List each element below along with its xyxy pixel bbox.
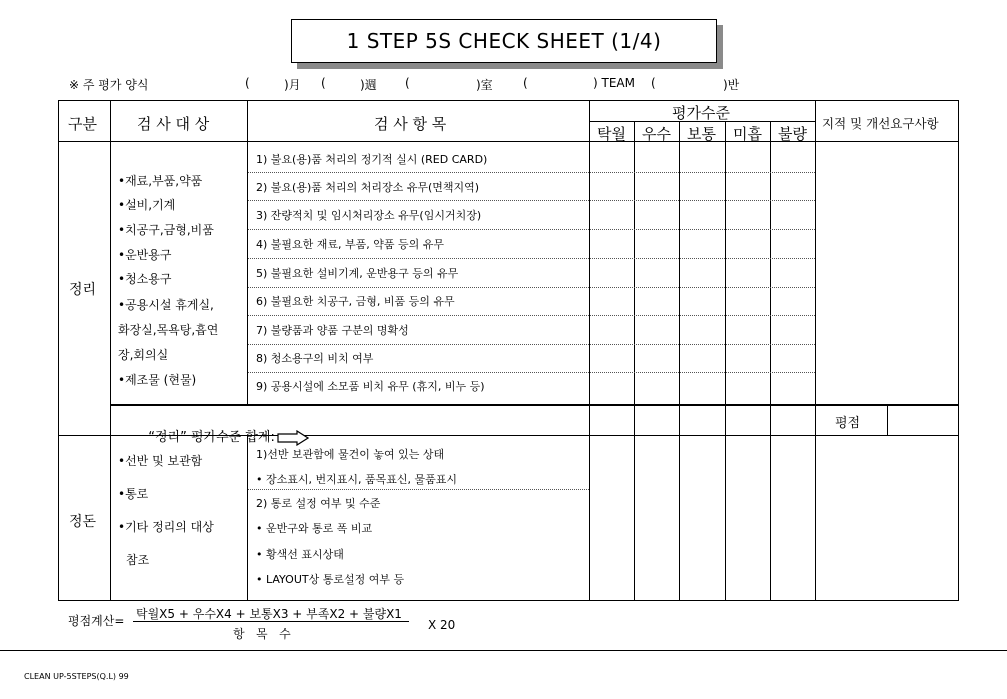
check-item: 6) 불필요한 치공구, 금형, 비품 등의 유무 bbox=[256, 295, 455, 308]
team-open-paren: ( bbox=[523, 76, 528, 90]
footer-text: CLEAN UP-5STEPS(Q.L) 99 bbox=[24, 672, 129, 681]
target-item: 장,회의실 bbox=[118, 348, 169, 362]
check-item: • 황색선 표시상태 bbox=[256, 548, 344, 561]
level-poor: 불량 bbox=[778, 125, 807, 143]
check-item: • 운반구와 통로 폭 비교 bbox=[256, 522, 373, 535]
total-label: “정리” 평가수준 합계: bbox=[148, 430, 275, 445]
room-open-paren: ( bbox=[405, 76, 410, 90]
fraction-bar bbox=[133, 621, 409, 622]
header-remarks: 지적 및 개선요구사항 bbox=[822, 116, 939, 131]
level-good: 우수 bbox=[642, 125, 671, 143]
target-item: •통로 bbox=[118, 487, 149, 501]
check-item: 1)선반 보관함에 물건이 놓여 있는 상태 bbox=[256, 448, 445, 461]
month-open-paren: ( bbox=[245, 76, 250, 90]
check-item: • LAYOUT상 통로설정 여부 등 bbox=[256, 573, 405, 586]
ban-open-paren: ( bbox=[651, 76, 656, 90]
target-item: •재료,부품,약품 bbox=[118, 174, 203, 188]
level-excellent: 탁월 bbox=[597, 125, 626, 143]
check-item: 5) 불필요한 설비기계, 운반용구 등의 유무 bbox=[256, 267, 459, 280]
formula-label: 평점계산= bbox=[68, 614, 125, 628]
header-items: 검 사 항 목 bbox=[374, 115, 447, 133]
target-item: •설비,기계 bbox=[118, 198, 176, 212]
check-item: • 장소표시, 번지표시, 품목표신, 물품표시 bbox=[256, 473, 457, 486]
target-item: •선반 및 보관함 bbox=[118, 454, 203, 468]
target-item: •치공구,금형,비품 bbox=[118, 223, 214, 237]
total-row bbox=[140, 411, 309, 446]
formula-denominator: 항 목 수 bbox=[233, 627, 291, 641]
level-insufficient: 미흡 bbox=[733, 125, 762, 143]
section-name-jeongri: 정리 bbox=[69, 282, 97, 298]
target-item: •운반용구 bbox=[118, 248, 172, 262]
level-average: 보통 bbox=[687, 125, 716, 143]
check-item: 1) 불요(용)품 처리의 정기적 실시 (RED CARD) bbox=[256, 153, 488, 166]
check-item: 2) 통로 설정 여부 및 수준 bbox=[256, 497, 381, 510]
team-field: ) TEAM bbox=[593, 76, 635, 90]
target-item: 참조 bbox=[126, 553, 150, 567]
header-category: 구분 bbox=[68, 115, 97, 133]
check-item: 3) 잔량적치 및 임시처리장소 유무(임시거치장) bbox=[256, 209, 482, 222]
formula-multiplier: X 20 bbox=[428, 618, 456, 632]
check-item: 8) 청소용구의 비치 여부 bbox=[256, 352, 374, 365]
target-item: •기타 정리의 대상 bbox=[118, 520, 214, 534]
right-arrow-icon bbox=[277, 430, 309, 446]
target-item: •청소용구 bbox=[118, 272, 172, 286]
page-title: 1 STEP 5S CHECK SHEET (1/4) bbox=[291, 19, 717, 63]
check-item: 4) 불필요한 재료, 부품, 약품 등의 유무 bbox=[256, 238, 445, 251]
check-item: 2) 불요(용)품 처리의 처리장소 유무(면책지역) bbox=[256, 181, 480, 194]
target-item: •공용시설 휴게실, bbox=[118, 298, 214, 312]
check-item: 7) 불량품과 양품 구분의 명확성 bbox=[256, 324, 409, 337]
month-field: )月 bbox=[284, 78, 301, 92]
week-field: )週 bbox=[360, 78, 377, 92]
header-level: 평가수준 bbox=[672, 104, 730, 122]
week-open-paren: ( bbox=[321, 76, 326, 90]
evaluation-form-note: ※ 주 평가 양식 bbox=[69, 78, 149, 92]
target-item: 화장실,목욕탕,흡연 bbox=[118, 323, 219, 337]
formula-numerator: 탁월X5 + 우수X4 + 보통X3 + 부족X2 + 불량X1 bbox=[136, 607, 402, 621]
section-name-jeongdon: 정돈 bbox=[69, 514, 97, 530]
header-target: 검 사 대 상 bbox=[137, 115, 210, 133]
bottom-rule bbox=[0, 650, 1007, 651]
score-label: 평점 bbox=[835, 416, 861, 431]
ban-field: )반 bbox=[723, 78, 740, 92]
target-item: •제조물 (현물) bbox=[118, 373, 197, 387]
check-item: 9) 공용시설에 소모품 비치 유무 (휴지, 비누 등) bbox=[256, 380, 485, 393]
room-field: )室 bbox=[476, 78, 493, 92]
